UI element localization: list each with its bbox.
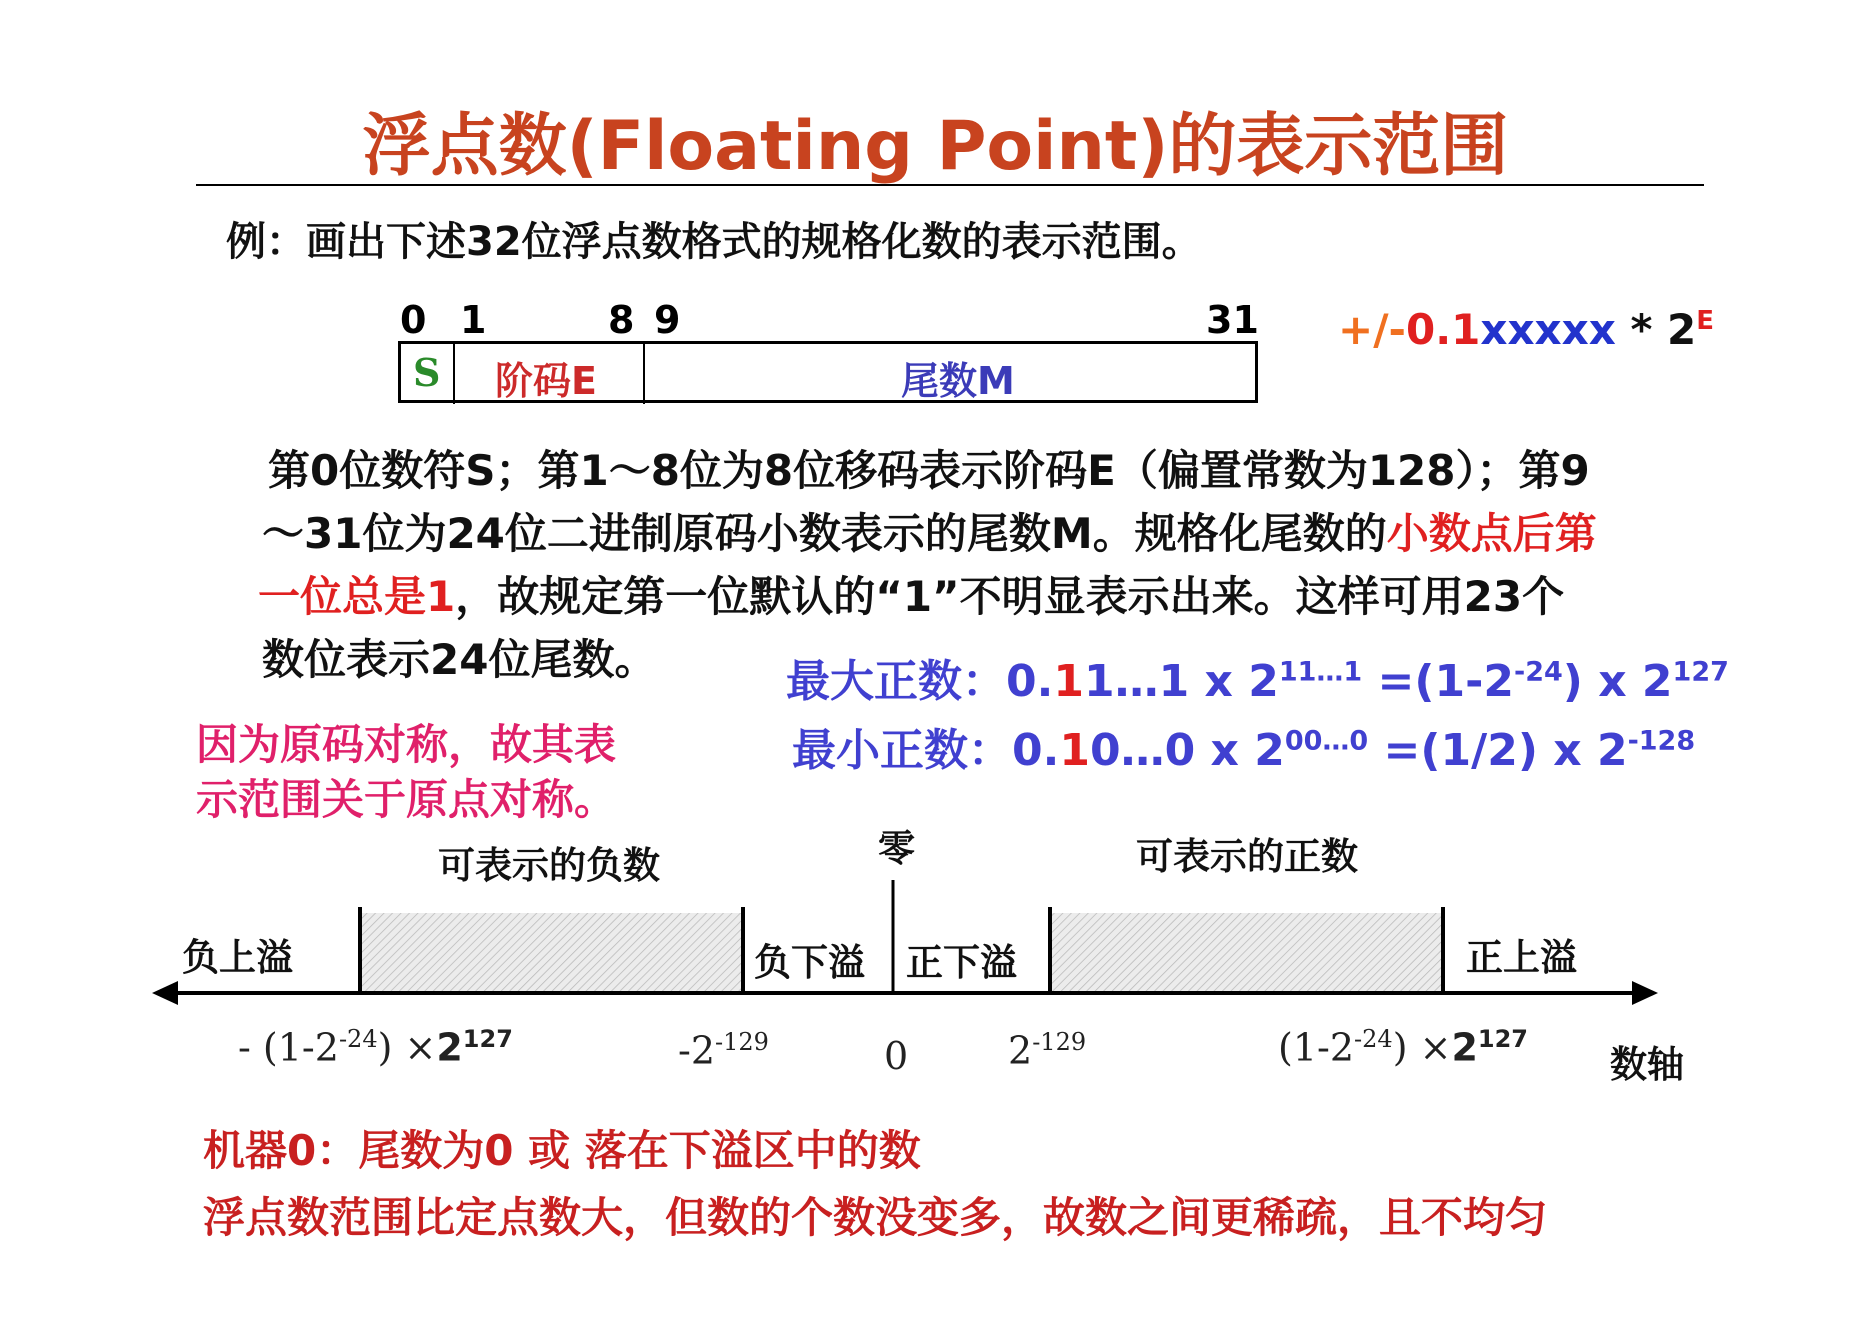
- negative-underflow-label: 负下溢: [754, 941, 865, 984]
- positive-range-label: 可表示的正数: [1136, 835, 1358, 878]
- tick-zero: 0: [884, 1034, 909, 1078]
- tick-neg-max-times: ) ×: [377, 1025, 437, 1070]
- tick-pos-max-exp-2: 127: [1477, 1025, 1528, 1053]
- min-positive-label: 最小正数：0.: [792, 725, 1060, 776]
- positive-overflow-label: 正上溢: [1466, 936, 1577, 979]
- tick-pos-max: [1278, 1025, 1528, 1070]
- formula-sign: +/-: [1338, 305, 1406, 354]
- tick-neg-max-exp: -24: [338, 1025, 378, 1053]
- max-positive-value-exponent-2: 127: [1672, 656, 1729, 688]
- bit-position-31: 31: [1206, 298, 1259, 342]
- bit-position-1: 1: [460, 298, 487, 342]
- max-positive-value-tail: ) x 2: [1562, 656, 1673, 707]
- description-line-4: 数位表示24位尾数。: [262, 635, 657, 684]
- max-positive-leading-one: 1: [1053, 656, 1084, 707]
- max-positive-value-exponent: -24: [1514, 656, 1563, 688]
- tick-pos-max-times: ) ×: [1392, 1025, 1452, 1070]
- tick-pos-min-exp: -129: [1032, 1028, 1087, 1056]
- title-divider: [196, 184, 1704, 186]
- formula-lead: 0.1: [1405, 305, 1481, 354]
- max-positive-mantissa: 1…1 x 2: [1083, 656, 1279, 707]
- negative-overflow-label: 负上溢: [182, 936, 293, 979]
- max-positive-label: 最大正数：0.: [786, 656, 1054, 707]
- tick-neg-min: [678, 1028, 769, 1073]
- tick-neg-min-base: -2: [678, 1028, 716, 1073]
- tick-neg-max: [238, 1025, 513, 1070]
- formula-exponent: E: [1696, 306, 1715, 336]
- tick-pos-min-base: 2: [1008, 1028, 1033, 1073]
- field-divider: [453, 344, 455, 404]
- min-positive-exponent: 00…0: [1284, 725, 1369, 757]
- tick-pos-min: [1008, 1028, 1086, 1073]
- zero-label: 零: [878, 827, 915, 870]
- negative-range-label: 可表示的负数: [438, 844, 660, 887]
- exponent-field: 阶码E: [495, 359, 597, 403]
- format-formula: [1338, 305, 1714, 354]
- field-divider: [643, 344, 645, 404]
- bit-position-9: 9: [654, 298, 681, 342]
- bit-position-0: 0: [400, 298, 427, 342]
- tick-neg-max-base: - (1-2: [238, 1025, 339, 1070]
- formula-fraction: xxxxx: [1480, 305, 1616, 354]
- min-positive-leading-one: 1: [1059, 725, 1090, 776]
- axis-arrow-right: [1632, 981, 1658, 1005]
- min-positive-mantissa: 0…0 x 2: [1089, 725, 1285, 776]
- axis-name: 数轴: [1610, 1043, 1684, 1086]
- mantissa-field: 尾数M: [901, 359, 1015, 403]
- description-highlight: 小数点后第: [1386, 509, 1597, 558]
- negative-range-region: [360, 913, 743, 993]
- tick-neg-max-two: 2: [436, 1025, 463, 1070]
- sign-field: S: [413, 350, 441, 395]
- tick-neg-min-exp: -129: [715, 1028, 769, 1056]
- symmetry-note-line-2: 示范围关于原点对称。: [196, 775, 617, 824]
- description-line-3: [258, 564, 1564, 624]
- description-text: ～31位为24位二进制原码小数表示的尾数M。规格化尾数的: [262, 509, 1387, 558]
- float-format-box: [398, 341, 1258, 403]
- tick-pos-max-exp: -24: [1354, 1025, 1393, 1053]
- description-highlight: 一位总是1: [258, 572, 456, 621]
- max-positive-exponent: 11…1: [1278, 656, 1363, 688]
- tick-pos-max-two: 2: [1451, 1025, 1478, 1070]
- description-text: ，故规定第一位默认的“1”不明显表示出来。这样可用23个: [455, 572, 1565, 621]
- page-title: 浮点数(Floating Point)的表示范围: [362, 107, 1509, 186]
- tick-neg-max-exp-2: 127: [462, 1025, 513, 1053]
- axis-arrow-left: [152, 981, 178, 1005]
- density-note: 浮点数范围比定点数大，但数的个数没变多，故数之间更稀疏，且不均匀: [203, 1193, 1548, 1242]
- min-positive-number: [792, 714, 1695, 778]
- description-line-1: 第0位数符S；第1～8位为8位移码表示阶码E（偏置常数为128）；第9: [268, 446, 1590, 495]
- tick-pos-max-base: (1-2: [1278, 1025, 1355, 1070]
- machine-zero-note: 机器0：尾数为0 或 落在下溢区中的数: [203, 1126, 921, 1175]
- min-positive-value: =(1/2) x 2: [1368, 725, 1628, 776]
- symmetry-note-line-1: 因为原码对称，故其表: [196, 720, 617, 769]
- description-line-2: [262, 501, 1597, 561]
- max-positive-value: =(1-2: [1362, 656, 1515, 707]
- formula-times: * 2: [1615, 305, 1697, 354]
- positive-range-region: [1050, 913, 1443, 993]
- example-prompt: 例：画出下述32位浮点数格式的规格化数的表示范围。: [226, 219, 1202, 265]
- max-positive-number: [786, 645, 1729, 709]
- positive-underflow-label: 正下溢: [906, 941, 1017, 984]
- min-positive-value-exponent: -128: [1627, 725, 1696, 757]
- bit-position-8: 8: [608, 298, 635, 342]
